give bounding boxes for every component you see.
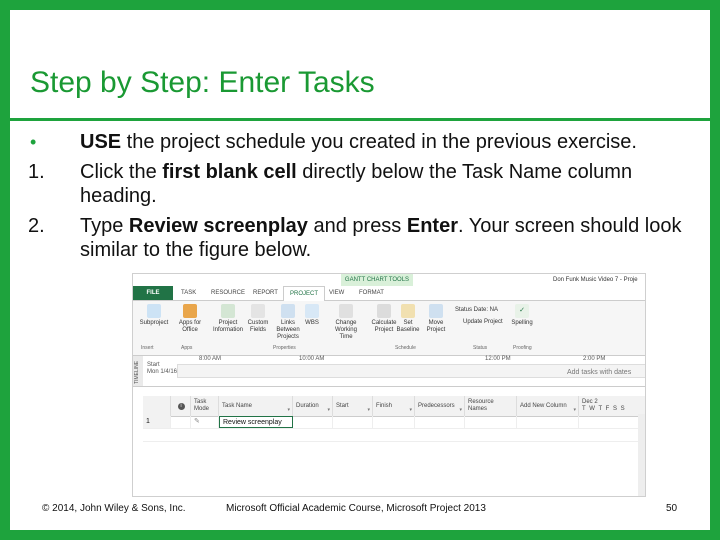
status-date-field[interactable]: Status Date: NA [455,307,499,313]
step-2-number: 2. [28,215,45,237]
slide-title: Step by Step: Enter Tasks [30,66,375,99]
timeline-add-tasks: Add tasks with dates [567,369,632,376]
step-2-mid: and press [307,215,407,237]
info-icon [221,304,235,318]
title-divider [10,118,710,121]
group-schedule: Schedule [395,345,416,351]
group-apps: Apps [181,345,193,351]
wbs-icon [305,304,319,318]
window-title: Don Funk Music Video 7 - Proje [553,277,638,283]
calculator-icon [377,304,391,318]
tab-task[interactable]: TASK [181,290,197,296]
col-task-mode[interactable]: Task Mode [191,396,219,416]
set-baseline-label: Set Baseline [396,320,420,333]
table-row[interactable] [143,416,645,429]
duration-cell[interactable] [293,416,333,428]
step-1-pre: Click the [80,161,163,183]
timeline[interactable] [133,356,645,387]
page-number: 50 [666,503,678,514]
set-baseline-button[interactable] [395,304,421,334]
col-predecessors[interactable]: Predecessors ▾ [415,396,465,416]
baseline-icon [401,304,415,318]
step-2-pre: Type [80,215,129,237]
move-project-button[interactable] [423,304,449,334]
move-project-label: Move Project [426,320,446,333]
chevron-down-icon: ▾ [367,407,370,413]
task-name-cell[interactable]: Review screenplay [219,416,293,428]
step-1-number: 1. [28,161,45,183]
change-working-time-button[interactable] [329,304,363,341]
group-status: Status [473,345,488,351]
fields-icon [251,304,265,318]
wbs-label: WBS [305,320,319,326]
timeline-tick-4: 2:00 PM [583,356,606,362]
bullet-use-text: the project schedule you created in the previous exercise. [121,131,637,153]
vertical-scrollbar[interactable] [638,414,645,496]
step-2-bold-1: Review screenplay [128,215,308,237]
ribbon [133,301,645,356]
project-information-button[interactable] [211,304,245,334]
tab-format[interactable]: FORMAT [359,290,384,296]
calendar-icon [339,304,353,318]
slide [10,10,710,530]
step-1 [28,160,708,208]
app-titlebar [133,274,645,286]
custom-fields-label: Custom Fields [247,320,269,333]
subproject-label: Subproject [139,320,169,326]
tab-view[interactable]: VIEW [329,290,345,296]
spelling-label: Spelling [511,320,533,326]
column-headers [143,396,645,417]
predecessors-cell[interactable] [415,416,465,428]
col-resource-names[interactable]: Resource Names [465,396,517,416]
row-indicator-cell [171,416,191,428]
finish-cell[interactable] [373,416,415,428]
chevron-down-icon: ▾ [327,407,330,413]
group-properties: Properties [273,345,296,351]
timeline-tick-2: 10:00 AM [299,356,325,362]
timeline-side-label: TIMELINE [133,356,143,386]
chevron-down-icon: ▾ [287,407,290,413]
row-number: 1 [143,416,171,428]
ribbon-tabs [133,286,645,301]
start-cell[interactable] [333,416,373,428]
links-between-projects-label: Links Between Projects [276,320,300,340]
info-icon: i [178,403,185,410]
col-indicators[interactable] [171,396,191,416]
change-working-time-label: Change Working Time [335,320,357,340]
chevron-down-icon: ▾ [573,407,576,413]
step-2-rest: . Your screen should look similar to the figure below. [80,215,682,261]
table-row[interactable] [143,429,645,442]
bullet-use-bold: USE [80,131,122,153]
subproject-button[interactable] [137,304,171,327]
pencil-icon: ✎ [191,416,219,428]
footer [10,503,710,519]
project-information-label: Project Information [212,320,243,333]
tab-project[interactable]: PROJECT [283,286,325,301]
tab-file[interactable]: FILE [133,286,173,300]
step-1-rest: directly below the Task Name column heading. [80,161,633,207]
tab-resource[interactable]: RESOURCE [211,290,246,296]
col-finish[interactable]: Finish ▾ [373,396,415,416]
step-1-bold: first blank cell [162,161,297,183]
subproject-icon [147,304,161,318]
footer-copyright: © 2014, John Wiley & Sons, Inc. [42,503,186,514]
group-insert: Insert [141,345,154,351]
store-icon [183,304,197,318]
custom-fields-button[interactable] [241,304,275,334]
timeline-tick-1: 8:00 AM [199,356,222,362]
move-icon [429,304,443,318]
bullet-use [28,130,708,154]
chevron-down-icon: ▾ [459,407,462,413]
spelling-button[interactable] [507,304,537,327]
step-2-bold-2: Enter [406,215,458,237]
col-row-num [143,396,171,416]
apps-for-office-label: Apps for Office [178,320,202,333]
spelling-check-icon: ✓ [515,304,529,318]
group-proofing: Proofing [513,345,532,351]
project-screenshot [132,273,646,497]
col-duration[interactable]: Duration ▾ [293,396,333,416]
col-task-name[interactable]: Task Name ▾ [219,396,293,416]
links-icon [281,304,295,318]
col-start[interactable]: Start ▾ [333,396,373,416]
instruction-list [28,130,708,268]
timeline-start: Start Mon 1/4/16 [147,362,178,375]
footer-course: Microsoft Official Academic Course, Microsoft Project 2013 [226,503,486,514]
tab-report[interactable]: REPORT [253,290,278,296]
timeline-tick-3: 12:00 PM [485,356,511,362]
step-2 [28,214,708,262]
gantt-header: Dec 2 T W T F S S [582,399,626,412]
apps-for-office-button[interactable] [173,304,207,334]
col-add-new-column[interactable]: Add New Column ▾ [517,396,579,416]
bullet-marker: • [30,132,37,152]
new-column-cell[interactable] [517,416,579,428]
task-sheet [133,396,645,496]
resource-names-cell[interactable] [465,416,517,428]
gantt-chart-tools-tab[interactable]: GANTT CHART TOOLS [341,274,413,286]
chevron-down-icon: ▾ [409,407,412,413]
calculate-project-label: Calculate Project [371,320,397,333]
wbs-button[interactable] [299,304,325,327]
update-project-button[interactable]: Update Project [463,319,503,325]
